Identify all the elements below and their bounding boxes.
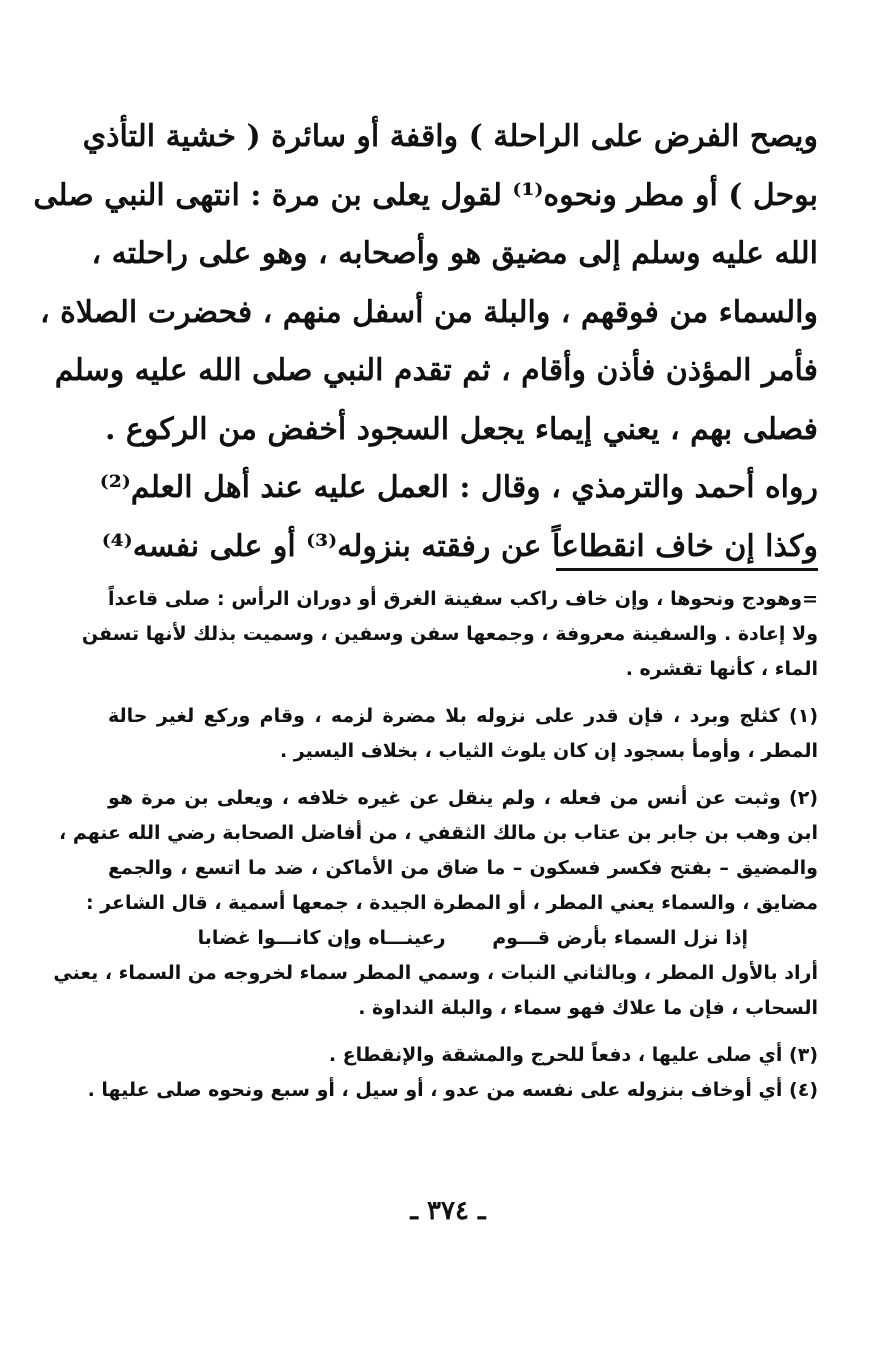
footnote-1 — [108, 699, 818, 769]
main-text-line: والسماء من فوقهم ، والبلة من أسفل منهم ، فحضرت الصلاة ، — [40, 294, 818, 330]
page-number: ـ ٣٧٤ ـ — [410, 1196, 486, 1226]
main-text-line: ويصح الفرض على الراحلة ) واقفة أو سائرة ( خشية التأذي — [82, 119, 818, 154]
footnote-line: المطر ، وأومأ بسجود إن كان يلوث الثياب ، بخلاف اليسير . — [279, 740, 818, 762]
verse-hemistich-2: رعينـــاه وإن كانـــوا غضابا — [197, 927, 446, 949]
footnote-line: والمضيق – بفتح فكسر فسكون – ما ضاق من الأماكن ، ضد ما اتسع ، والجمع — [108, 857, 818, 879]
footnote-line: أراد بالأول المطر ، وبالثاني النبات ، وسمي المطر سماء لخروجه من السماء ، يعني — [53, 962, 818, 984]
main-text-line: وكذا إن خاف انقطاعاً عن رفقته بنزوله⁽³⁾ أو على نفسه⁽⁴⁾ — [101, 528, 818, 564]
footnote-line: ابن وهب بن جابر بن عتاب بن مالك الثقفي ، من أفاضل الصحابة رضي الله عنهم ، — [59, 822, 818, 844]
footnote-line: =وهودج ونحوها ، وإن خاف راكب سفينة الغرق أو دوران الرأس : صلى قاعداً — [108, 588, 818, 610]
footnote-continuation — [81, 582, 818, 687]
footnote-line: السحاب ، فإن ما علاك فهو سماء ، والبلة النداوة . — [358, 997, 818, 1019]
footnotes-block — [53, 582, 818, 1108]
footnote-divider — [556, 568, 818, 571]
main-text-line: رواه أحمد والترمذي ، وقال : العمل عليه عند أهل العلم⁽²⁾ — [99, 470, 818, 505]
main-text-line: فأمر المؤذن فأذن وأقام ، ثم تقدم النبي صلى الله عليه وسلم — [54, 353, 818, 388]
footnote-line: ولا إعادة . والسفينة معروفة ، وجمعها سفن وسفين ، وسميت بذلك لأنها تسفن — [81, 623, 818, 645]
footnote-2 — [53, 781, 818, 1026]
main-text-line: فصلى بهم ، يعني إيماء يجعل السجود أخفض من الركوع . — [105, 411, 818, 447]
footnote-line: (١) كثلج وبرد ، فإن قدر على نزوله بلا مضرة لزمه ، وقام وركع لغير حالة — [108, 705, 818, 727]
poetry-verse — [108, 921, 818, 956]
footnote-4: (٤) أي أوخاف بنزوله على نفسه من عدو ، أو سيل ، أو سبع ونحوه صلى عليها . — [87, 1079, 818, 1101]
footnote-line: (٢) وثبت عن أنس من فعله ، ولم ينقل عن غيره خلافه ، ويعلى بن مرة هو — [108, 787, 818, 809]
main-text-line: بوحل ) أو مطر ونحوه⁽¹⁾ لقول يعلى بن مرة : انتهى النبي صلى — [33, 177, 818, 213]
footnote-3: (٣) أي صلى عليها ، دفعاً للحرج والمشقة والإنقطاع . — [328, 1044, 818, 1066]
main-text-line: الله عليه وسلم إلى مضيق هو وأصحابه ، وهو على راحلته ، — [91, 236, 818, 271]
footnote-line: مضايق ، والسماء يعني المطر ، أو المطرة الجيدة ، جمعها أسمية ، قال الشاعر : — [85, 892, 818, 914]
main-text-block — [33, 108, 818, 576]
footnote-line: الماء ، كأنها تقشره . — [625, 658, 818, 680]
verse-hemistich-1: إذا نزل السماء بأرض قـــوم — [492, 927, 748, 949]
